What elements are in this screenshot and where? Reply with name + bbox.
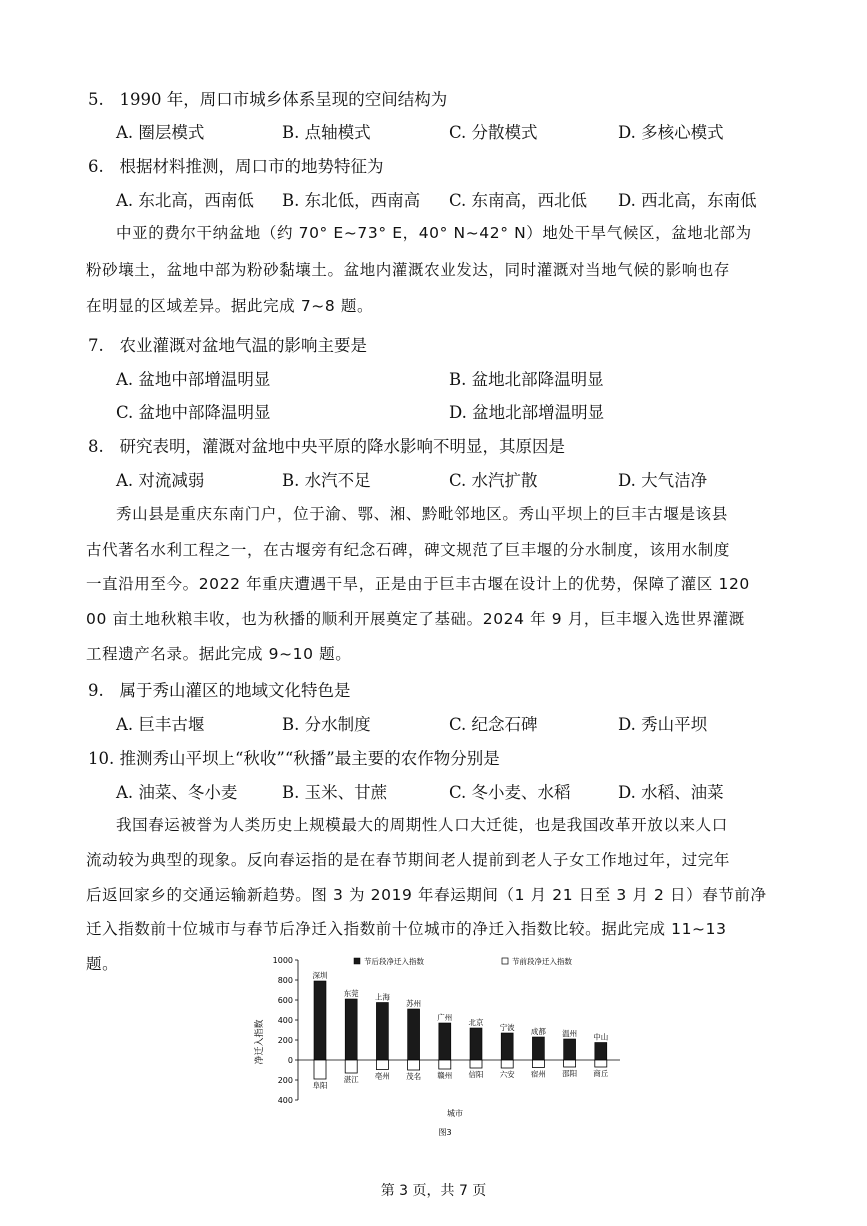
- q5-option-d: D. 多核心模式: [618, 123, 724, 142]
- chart-y-axis-label: 净迁入指数: [255, 1019, 265, 1065]
- q10-option-b: B. 玉米、甘蔗: [282, 783, 388, 802]
- y-tick-label: 600: [277, 996, 293, 1005]
- q8-option-d: D. 大气洁净: [618, 471, 708, 490]
- city-label-post: 苏州: [406, 999, 422, 1008]
- y-tick-label: 1000: [272, 956, 293, 965]
- q8-stem: 8. 研究表明，灌溉对盆地中央平原的降水影响不明显，其原因是: [88, 437, 565, 456]
- bar-pre-8: [564, 1060, 576, 1067]
- passage2-line-5: 工程遗产名录。据此完成 9~10 题。: [86, 645, 352, 663]
- q9-stem: 9. 属于秀山灌区的地域文化特色是: [88, 681, 351, 700]
- city-label-post: 东莞: [343, 989, 359, 998]
- passage2-line-2: 古代著名水利工程之一，在古堰旁有纪念石碑，碑文规范了巨丰堰的分水制度，该用水制度: [86, 541, 731, 559]
- city-label-pre: 茂名: [406, 1072, 422, 1081]
- figure-caption: 图3: [438, 1128, 452, 1137]
- passage1-line-1: 中亚的费尔干纳盆地（约 70° E~73° E，40° N~42° N）地处干旱气候区，盆地北部为: [116, 224, 752, 242]
- city-label-post: 成都: [530, 1027, 546, 1036]
- q8-option-a: A. 对流减弱: [116, 471, 205, 490]
- bar-post-8: [564, 1039, 576, 1060]
- bar-pre-0: [314, 1060, 326, 1079]
- q8-options: [116, 467, 816, 489]
- q10-options: [116, 779, 816, 801]
- city-label-pre: 赣州: [437, 1071, 453, 1080]
- q7-stem: 7. 农业灌溉对盆地气温的影响主要是: [88, 336, 367, 355]
- city-label-pre: 宿州: [530, 1069, 546, 1079]
- bar-post-1: [345, 999, 357, 1060]
- q9-option-b: B. 分水制度: [282, 715, 371, 734]
- bar-post-2: [376, 1003, 388, 1061]
- bar-pre-5: [470, 1060, 482, 1068]
- q6-option-d: D. 西北高，东南低: [618, 191, 757, 210]
- y-tick-label: 400: [277, 1016, 293, 1025]
- q7-option-c: C. 盆地中部降温明显: [116, 403, 271, 422]
- city-label-post: 宁波: [499, 1023, 515, 1032]
- bar-post-9: [595, 1043, 607, 1061]
- y-tick-label: 0: [287, 1056, 293, 1065]
- passage2-line-1: 秀山县是重庆东南门户，位于渝、鄂、湘、黔毗邻地区。秀山平坝上的巨丰古堰是该县: [116, 505, 728, 523]
- bar-pre-6: [501, 1060, 513, 1068]
- q10-option-c: C. 冬小麦、水稻: [449, 783, 571, 802]
- passage3-line-2: 流动较为典型的现象。反向春运指的是在春节期间老人提前到老人子女工作地过年，过完年: [86, 851, 731, 869]
- q7-option-a: A. 盆地中部增温明显: [116, 370, 271, 389]
- q6-option-b: B. 东北低，西南高: [282, 191, 421, 210]
- passage2-line-4: 00 亩土地秋粮丰收，也为秋播的顺利开展奠定了基础。2024 年 9 月，巨丰堰入选世界灌溉: [86, 610, 745, 628]
- q6-options: [116, 187, 816, 209]
- bar-post-4: [439, 1023, 451, 1060]
- bar-post-0: [314, 981, 326, 1060]
- city-label-post: 温州: [562, 1029, 578, 1038]
- passage2-line-3: 一直沿用至今。2022 年重庆遭遇干旱，正是由于巨丰古堰在设计上的优势，保障了灌区 120: [86, 575, 750, 593]
- bar-post-3: [408, 1009, 420, 1060]
- bar-pre-2: [376, 1060, 388, 1070]
- bar-pre-3: [408, 1060, 420, 1070]
- q5-option-a: A. 圈层模式: [116, 123, 205, 142]
- passage1-line-3: 在明显的区域差异。据此完成 7~8 题。: [86, 297, 374, 315]
- q5-option-c: C. 分散模式: [449, 123, 538, 142]
- legend-label-post: 节后段净迁入指数: [364, 957, 424, 966]
- y-tick-label: 800: [277, 976, 293, 985]
- q5-option-b: B. 点轴模式: [282, 123, 371, 142]
- passage3-line-4: 迁入指数前十位城市与春节后净迁入指数前十位城市的净迁入指数比较。据此完成 11~13: [86, 920, 727, 938]
- q7-option-b: B. 盆地北部降温明显: [449, 370, 604, 389]
- city-label-pre: 商丘: [593, 1069, 609, 1078]
- q7-options-row-2: [116, 399, 816, 421]
- bar-pre-7: [532, 1060, 544, 1068]
- q10-stem: 10. 推测秀山平坝上“秋收”“秋播”最主要的农作物分别是: [88, 749, 500, 768]
- passage3-line-1: 我国春运被誉为人类历史上规模最大的周期性人口大迁徙，也是我国改革开放以来人口: [116, 816, 728, 834]
- q8-option-b: B. 水汽不足: [282, 471, 371, 490]
- city-label-pre: 六安: [499, 1070, 515, 1079]
- bar-pre-1: [345, 1060, 357, 1073]
- legend-label-pre: 节前段净迁入指数: [512, 957, 572, 966]
- bar-post-6: [501, 1033, 513, 1060]
- bar-post-5: [470, 1028, 482, 1060]
- legend-swatch-post: [354, 958, 360, 964]
- city-label-pre: 信阳: [468, 1070, 484, 1079]
- bar-pre-9: [595, 1060, 607, 1067]
- passage3-line-3: 后返回家乡的交通运输新趋势。图 3 为 2019 年春运期间（1 月 21 日至 3 月 2 日）春节前净: [86, 886, 767, 904]
- passage3-line-5: 题。: [86, 955, 119, 973]
- q6-stem: 6. 根据材料推测，周口市的地势特征为: [88, 157, 384, 176]
- city-label-post: 广州: [437, 1013, 453, 1022]
- q9-option-a: A. 巨丰古堰: [116, 715, 205, 734]
- q5-stem: 5. 1990 年，周口市城乡体系呈现的空间结构为: [88, 90, 448, 109]
- q7-options-row-1: [116, 366, 816, 388]
- bar-post-7: [532, 1037, 544, 1060]
- q6-option-c: C. 东南高，西北低: [449, 191, 588, 210]
- y-tick-label: 200: [277, 1076, 293, 1085]
- q10-option-a: A. 油菜、冬小麦: [116, 783, 238, 802]
- city-label-post: 上海: [374, 992, 390, 1002]
- q5-options: [116, 119, 816, 141]
- bar-pre-4: [439, 1060, 451, 1069]
- city-label-pre: 阜阳: [312, 1081, 328, 1090]
- q9-option-d: D. 秀山平坝: [618, 715, 708, 734]
- city-label-pre: 湛江: [343, 1075, 359, 1084]
- q7-option-d: D. 盆地北部增温明显: [449, 403, 605, 422]
- y-tick-label: 400: [277, 1096, 293, 1105]
- q9-option-c: C. 纪念石碑: [449, 715, 538, 734]
- legend-swatch-pre: [502, 958, 508, 964]
- q9-options: [116, 711, 816, 733]
- chart-legend: [354, 956, 572, 966]
- passage1-line-2: 粉砂壤土，盆地中部为粉砂黏壤土。盆地内灌溉农业发达，同时灌溉对当地气候的影响也存: [86, 261, 731, 279]
- chart-x-axis-label: 城市: [447, 1109, 463, 1118]
- page-footer: 第 3 页，共 7 页: [380, 1183, 487, 1199]
- city-label-pre: 亳州: [374, 1071, 390, 1081]
- q6-option-a: A. 东北高，西南低: [116, 191, 254, 210]
- q10-option-d: D. 水稻、油菜: [618, 783, 724, 802]
- y-tick-label: 200: [277, 1036, 293, 1045]
- q8-option-c: C. 水汽扩散: [449, 471, 538, 490]
- city-label-pre: 邵阳: [562, 1069, 578, 1078]
- figure-3-bar-chart: [250, 950, 630, 1140]
- city-label-post: 中山: [593, 1032, 609, 1042]
- city-label-post: 深圳: [312, 971, 328, 980]
- city-label-post: 北京: [468, 1018, 484, 1027]
